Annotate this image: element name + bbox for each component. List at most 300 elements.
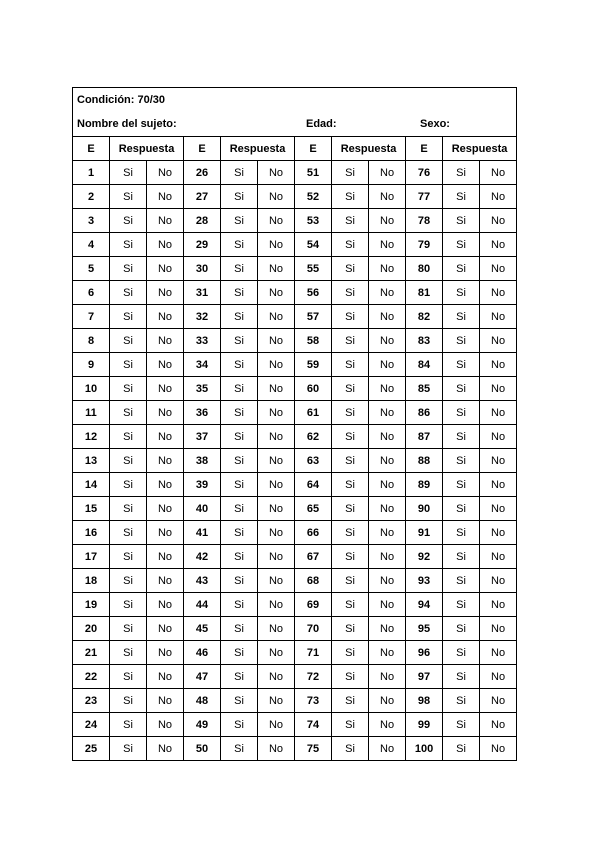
item-number: 66 <box>295 521 332 545</box>
answer-no-cell[interactable]: No <box>369 641 406 665</box>
answer-yes-cell[interactable]: Si <box>443 473 480 497</box>
answer-no-cell[interactable]: No <box>369 617 406 641</box>
answer-yes-cell[interactable]: Si <box>221 521 258 545</box>
answer-yes-cell[interactable]: Si <box>110 329 147 353</box>
answer-no-cell[interactable]: No <box>369 473 406 497</box>
answer-yes-cell[interactable]: Si <box>332 449 369 473</box>
table-row <box>73 401 517 425</box>
answer-no-cell[interactable]: No <box>480 377 517 401</box>
item-number: 23 <box>73 689 110 713</box>
item-number: 35 <box>184 377 221 401</box>
answer-yes-cell[interactable]: Si <box>443 449 480 473</box>
answer-no-cell[interactable]: No <box>480 305 517 329</box>
answer-yes-cell[interactable]: Si <box>332 641 369 665</box>
item-number: 2 <box>73 185 110 209</box>
answer-no-cell[interactable]: No <box>369 545 406 569</box>
answer-yes-cell[interactable]: Si <box>332 209 369 233</box>
answer-no-cell[interactable]: No <box>147 737 184 761</box>
item-number: 63 <box>295 449 332 473</box>
answer-yes-cell[interactable]: Si <box>443 257 480 281</box>
answer-yes-cell[interactable]: Si <box>110 377 147 401</box>
item-number: 40 <box>184 497 221 521</box>
answer-no-cell[interactable]: No <box>480 401 517 425</box>
answer-yes-cell[interactable]: Si <box>110 713 147 737</box>
answer-yes-cell[interactable]: Si <box>221 161 258 185</box>
answer-no-cell[interactable]: No <box>147 161 184 185</box>
item-number: 13 <box>73 449 110 473</box>
item-number: 80 <box>406 257 443 281</box>
answer-yes-cell[interactable]: Si <box>110 641 147 665</box>
answer-yes-cell[interactable]: Si <box>332 617 369 641</box>
answer-yes-cell[interactable]: Si <box>221 617 258 641</box>
answer-no-cell[interactable]: No <box>147 257 184 281</box>
answer-no-cell[interactable]: No <box>258 449 295 473</box>
item-number: 49 <box>184 713 221 737</box>
answer-yes-cell[interactable]: Si <box>221 737 258 761</box>
answer-no-cell[interactable]: No <box>369 713 406 737</box>
answer-yes-cell[interactable]: Si <box>332 281 369 305</box>
item-number: 77 <box>406 185 443 209</box>
answer-yes-cell[interactable]: Si <box>110 161 147 185</box>
answer-no-cell[interactable]: No <box>480 569 517 593</box>
item-number: 72 <box>295 665 332 689</box>
answer-no-cell[interactable]: No <box>147 545 184 569</box>
table-row <box>73 425 517 449</box>
answer-no-cell[interactable]: No <box>258 185 295 209</box>
answer-yes-cell[interactable]: Si <box>332 665 369 689</box>
answer-no-cell[interactable]: No <box>147 209 184 233</box>
answer-yes-cell[interactable]: Si <box>443 521 480 545</box>
answer-yes-cell[interactable]: Si <box>221 497 258 521</box>
answer-no-cell[interactable]: No <box>369 185 406 209</box>
answer-yes-cell[interactable]: Si <box>110 617 147 641</box>
answer-no-cell[interactable]: No <box>480 689 517 713</box>
item-number: 86 <box>406 401 443 425</box>
answer-no-cell[interactable]: No <box>480 641 517 665</box>
item-number: 24 <box>73 713 110 737</box>
item-number: 11 <box>73 401 110 425</box>
answer-yes-cell[interactable]: Si <box>332 161 369 185</box>
table-row <box>73 737 517 761</box>
answer-no-cell[interactable]: No <box>480 233 517 257</box>
answer-yes-cell[interactable]: Si <box>221 257 258 281</box>
item-number: 20 <box>73 617 110 641</box>
answer-yes-cell[interactable]: Si <box>221 233 258 257</box>
answer-yes-cell[interactable]: Si <box>332 329 369 353</box>
answer-yes-cell[interactable]: Si <box>110 425 147 449</box>
item-number: 78 <box>406 209 443 233</box>
answer-yes-cell[interactable]: Si <box>443 353 480 377</box>
item-number: 41 <box>184 521 221 545</box>
table-row <box>73 185 517 209</box>
item-number: 65 <box>295 497 332 521</box>
answer-no-cell[interactable]: No <box>147 521 184 545</box>
answer-yes-cell[interactable]: Si <box>221 713 258 737</box>
item-number: 98 <box>406 689 443 713</box>
answer-no-cell[interactable]: No <box>258 473 295 497</box>
item-number: 84 <box>406 353 443 377</box>
answer-no-cell[interactable]: No <box>258 641 295 665</box>
table-row <box>73 665 517 689</box>
item-number: 19 <box>73 593 110 617</box>
answer-yes-cell[interactable]: Si <box>443 569 480 593</box>
answer-yes-cell[interactable]: Si <box>332 473 369 497</box>
answer-yes-cell[interactable]: Si <box>443 545 480 569</box>
answer-no-cell[interactable]: No <box>369 665 406 689</box>
item-number: 99 <box>406 713 443 737</box>
response-header: Respuesta <box>332 137 406 161</box>
answer-no-cell[interactable]: No <box>480 617 517 641</box>
answer-no-cell[interactable]: No <box>147 281 184 305</box>
item-number: 32 <box>184 305 221 329</box>
item-number: 18 <box>73 569 110 593</box>
answer-no-cell[interactable]: No <box>258 545 295 569</box>
item-number: 46 <box>184 641 221 665</box>
answer-yes-cell[interactable]: Si <box>332 569 369 593</box>
answer-yes-cell[interactable]: Si <box>332 305 369 329</box>
answer-no-cell[interactable]: No <box>258 329 295 353</box>
condition-line <box>73 88 516 112</box>
answer-yes-cell[interactable]: Si <box>110 545 147 569</box>
answer-no-cell[interactable]: No <box>480 425 517 449</box>
response-sheet <box>72 87 517 761</box>
item-number: 69 <box>295 593 332 617</box>
answer-yes-cell[interactable]: Si <box>221 425 258 449</box>
item-number: 52 <box>295 185 332 209</box>
answer-yes-cell[interactable]: Si <box>110 401 147 425</box>
answer-no-cell[interactable]: No <box>147 449 184 473</box>
answer-yes-cell[interactable]: Si <box>443 425 480 449</box>
answer-no-cell[interactable]: No <box>258 353 295 377</box>
answer-yes-cell[interactable]: Si <box>110 689 147 713</box>
age-label: Edad: <box>306 118 337 130</box>
item-number: 16 <box>73 521 110 545</box>
item-number: 71 <box>295 641 332 665</box>
answer-no-cell[interactable]: No <box>480 473 517 497</box>
item-number: 56 <box>295 281 332 305</box>
answer-yes-cell[interactable]: Si <box>110 353 147 377</box>
condition-label: Condición: 70/30 <box>77 94 166 106</box>
item-number: 75 <box>295 737 332 761</box>
answer-yes-cell[interactable]: Si <box>443 305 480 329</box>
answer-no-cell[interactable]: No <box>258 281 295 305</box>
item-number: 76 <box>406 161 443 185</box>
item-number: 21 <box>73 641 110 665</box>
answer-no-cell[interactable]: No <box>369 425 406 449</box>
item-number: 3 <box>73 209 110 233</box>
answer-no-cell[interactable]: No <box>258 737 295 761</box>
answer-no-cell[interactable]: No <box>147 569 184 593</box>
item-number: 17 <box>73 545 110 569</box>
answer-yes-cell[interactable]: Si <box>221 377 258 401</box>
answer-no-cell[interactable]: No <box>369 257 406 281</box>
answer-yes-cell[interactable]: Si <box>110 497 147 521</box>
answer-no-cell[interactable]: No <box>147 329 184 353</box>
answer-yes-cell[interactable]: Si <box>332 401 369 425</box>
table-row <box>73 617 517 641</box>
table-row <box>73 713 517 737</box>
item-number: 83 <box>406 329 443 353</box>
answer-no-cell[interactable]: No <box>480 281 517 305</box>
answer-no-cell[interactable]: No <box>147 497 184 521</box>
answer-no-cell[interactable]: No <box>258 665 295 689</box>
answer-no-cell[interactable]: No <box>369 737 406 761</box>
answer-no-cell[interactable]: No <box>147 617 184 641</box>
answer-no-cell[interactable]: No <box>258 209 295 233</box>
answer-yes-cell[interactable]: Si <box>221 329 258 353</box>
item-number: 6 <box>73 281 110 305</box>
item-number: 33 <box>184 329 221 353</box>
answer-yes-cell[interactable]: Si <box>332 353 369 377</box>
answer-no-cell[interactable]: No <box>480 449 517 473</box>
answer-no-cell[interactable]: No <box>147 593 184 617</box>
answer-yes-cell[interactable]: Si <box>443 233 480 257</box>
answer-no-cell[interactable]: No <box>480 521 517 545</box>
answer-no-cell[interactable]: No <box>369 497 406 521</box>
item-number: 37 <box>184 425 221 449</box>
answer-yes-cell[interactable]: Si <box>443 665 480 689</box>
answer-no-cell[interactable]: No <box>480 353 517 377</box>
answer-no-cell[interactable]: No <box>258 161 295 185</box>
answer-no-cell[interactable]: No <box>258 233 295 257</box>
answer-no-cell[interactable]: No <box>369 281 406 305</box>
answer-yes-cell[interactable]: Si <box>443 161 480 185</box>
response-header: Respuesta <box>110 137 184 161</box>
answer-no-cell[interactable]: No <box>480 665 517 689</box>
answer-yes-cell[interactable]: Si <box>332 593 369 617</box>
answer-yes-cell[interactable]: Si <box>332 497 369 521</box>
item-number: 91 <box>406 521 443 545</box>
answer-no-cell[interactable]: No <box>369 401 406 425</box>
answer-no-cell[interactable]: No <box>147 185 184 209</box>
answer-no-cell[interactable]: No <box>480 713 517 737</box>
item-number: 30 <box>184 257 221 281</box>
answer-no-cell[interactable]: No <box>480 737 517 761</box>
item-number: 14 <box>73 473 110 497</box>
item-number: 34 <box>184 353 221 377</box>
item-header: E <box>184 137 221 161</box>
item-number: 44 <box>184 593 221 617</box>
answer-yes-cell[interactable]: Si <box>332 425 369 449</box>
answer-yes-cell[interactable]: Si <box>110 281 147 305</box>
answer-no-cell[interactable]: No <box>147 233 184 257</box>
answer-yes-cell[interactable]: Si <box>443 593 480 617</box>
answer-yes-cell[interactable]: Si <box>443 377 480 401</box>
answer-yes-cell[interactable]: Si <box>443 329 480 353</box>
answer-no-cell[interactable]: No <box>258 713 295 737</box>
answer-yes-cell[interactable]: Si <box>110 569 147 593</box>
item-number: 5 <box>73 257 110 281</box>
answer-no-cell[interactable]: No <box>147 713 184 737</box>
answer-no-cell[interactable]: No <box>480 545 517 569</box>
answer-yes-cell[interactable]: Si <box>221 641 258 665</box>
answer-yes-cell[interactable]: Si <box>110 593 147 617</box>
answer-no-cell[interactable]: No <box>258 377 295 401</box>
response-header: Respuesta <box>443 137 517 161</box>
item-number: 22 <box>73 665 110 689</box>
answer-yes-cell[interactable]: Si <box>332 689 369 713</box>
answer-yes-cell[interactable]: Si <box>110 233 147 257</box>
answer-no-cell[interactable]: No <box>258 521 295 545</box>
answer-yes-cell[interactable]: Si <box>443 281 480 305</box>
answer-yes-cell[interactable]: Si <box>110 305 147 329</box>
answer-yes-cell[interactable]: Si <box>332 521 369 545</box>
answer-no-cell[interactable]: No <box>480 209 517 233</box>
answer-yes-cell[interactable]: Si <box>110 449 147 473</box>
item-number: 10 <box>73 377 110 401</box>
answer-yes-cell[interactable]: Si <box>443 713 480 737</box>
answer-yes-cell[interactable]: Si <box>443 689 480 713</box>
table-row <box>73 353 517 377</box>
answer-no-cell[interactable]: No <box>258 425 295 449</box>
answer-yes-cell[interactable]: Si <box>443 737 480 761</box>
item-header: E <box>73 137 110 161</box>
table-row <box>73 233 517 257</box>
answer-no-cell[interactable]: No <box>147 665 184 689</box>
answer-no-cell[interactable]: No <box>369 569 406 593</box>
answer-yes-cell[interactable]: Si <box>110 737 147 761</box>
item-number: 62 <box>295 425 332 449</box>
table-row <box>73 593 517 617</box>
table-row <box>73 161 517 185</box>
answer-no-cell[interactable]: No <box>258 689 295 713</box>
answer-yes-cell[interactable]: Si <box>221 185 258 209</box>
answer-no-cell[interactable]: No <box>480 257 517 281</box>
item-number: 29 <box>184 233 221 257</box>
answer-no-cell[interactable]: No <box>258 305 295 329</box>
answer-yes-cell[interactable]: Si <box>221 593 258 617</box>
item-header: E <box>406 137 443 161</box>
answer-no-cell[interactable]: No <box>147 425 184 449</box>
answer-no-cell[interactable]: No <box>480 497 517 521</box>
table-row <box>73 641 517 665</box>
answer-yes-cell[interactable]: Si <box>332 713 369 737</box>
item-number: 4 <box>73 233 110 257</box>
answer-no-cell[interactable]: No <box>258 569 295 593</box>
answer-no-cell[interactable]: No <box>258 617 295 641</box>
answer-no-cell[interactable]: No <box>258 401 295 425</box>
answer-no-cell[interactable]: No <box>147 353 184 377</box>
item-number: 1 <box>73 161 110 185</box>
answer-no-cell[interactable]: No <box>147 689 184 713</box>
answer-no-cell[interactable]: No <box>147 641 184 665</box>
answer-no-cell[interactable]: No <box>369 689 406 713</box>
answer-no-cell[interactable]: No <box>147 473 184 497</box>
item-number: 79 <box>406 233 443 257</box>
answer-no-cell[interactable]: No <box>369 353 406 377</box>
answer-no-cell[interactable]: No <box>480 593 517 617</box>
item-number: 28 <box>184 209 221 233</box>
item-number: 7 <box>73 305 110 329</box>
answer-yes-cell[interactable]: Si <box>110 257 147 281</box>
item-number: 87 <box>406 425 443 449</box>
item-number: 26 <box>184 161 221 185</box>
item-number: 82 <box>406 305 443 329</box>
answer-yes-cell[interactable]: Si <box>332 737 369 761</box>
item-number: 59 <box>295 353 332 377</box>
answer-yes-cell[interactable]: Si <box>221 401 258 425</box>
answer-no-cell[interactable]: No <box>369 521 406 545</box>
answer-yes-cell[interactable]: Si <box>221 545 258 569</box>
table-row <box>73 521 517 545</box>
answer-yes-cell[interactable]: Si <box>332 545 369 569</box>
table-row <box>73 449 517 473</box>
item-number: 42 <box>184 545 221 569</box>
answer-yes-cell[interactable]: Si <box>221 281 258 305</box>
table-row <box>73 329 517 353</box>
answer-yes-cell[interactable]: Si <box>221 569 258 593</box>
answer-no-cell[interactable]: No <box>147 377 184 401</box>
answer-yes-cell[interactable]: Si <box>443 497 480 521</box>
subject-name-label: Nombre del sujeto: <box>77 118 177 130</box>
answer-yes-cell[interactable]: Si <box>221 305 258 329</box>
answer-no-cell[interactable]: No <box>480 161 517 185</box>
answer-yes-cell[interactable]: Si <box>332 233 369 257</box>
answer-no-cell[interactable]: No <box>480 185 517 209</box>
answer-no-cell[interactable]: No <box>480 329 517 353</box>
answer-yes-cell[interactable]: Si <box>221 353 258 377</box>
item-number: 73 <box>295 689 332 713</box>
answer-yes-cell[interactable]: Si <box>221 449 258 473</box>
answer-yes-cell[interactable]: Si <box>443 209 480 233</box>
item-number: 54 <box>295 233 332 257</box>
answer-yes-cell[interactable]: Si <box>221 689 258 713</box>
answer-yes-cell[interactable]: Si <box>443 641 480 665</box>
item-number: 47 <box>184 665 221 689</box>
answer-no-cell[interactable]: No <box>369 233 406 257</box>
answer-yes-cell[interactable]: Si <box>110 185 147 209</box>
answer-no-cell[interactable]: No <box>369 161 406 185</box>
answer-no-cell[interactable]: No <box>369 593 406 617</box>
item-number: 97 <box>406 665 443 689</box>
sex-label: Sexo: <box>420 118 450 130</box>
answer-yes-cell[interactable]: Si <box>110 473 147 497</box>
answer-yes-cell[interactable]: Si <box>332 257 369 281</box>
answer-yes-cell[interactable]: Si <box>221 209 258 233</box>
item-number: 94 <box>406 593 443 617</box>
answer-yes-cell[interactable]: Si <box>332 377 369 401</box>
item-number: 25 <box>73 737 110 761</box>
answer-no-cell[interactable]: No <box>258 497 295 521</box>
answer-yes-cell[interactable]: Si <box>332 185 369 209</box>
answer-no-cell[interactable]: No <box>147 305 184 329</box>
answer-no-cell[interactable]: No <box>369 305 406 329</box>
answer-no-cell[interactable]: No <box>258 593 295 617</box>
answer-yes-cell[interactable]: Si <box>221 665 258 689</box>
answer-no-cell[interactable]: No <box>258 257 295 281</box>
item-number: 48 <box>184 689 221 713</box>
item-number: 50 <box>184 737 221 761</box>
answer-yes-cell[interactable]: Si <box>443 185 480 209</box>
answer-yes-cell[interactable]: Si <box>443 617 480 641</box>
table-row <box>73 689 517 713</box>
answer-yes-cell[interactable]: Si <box>110 209 147 233</box>
item-number: 57 <box>295 305 332 329</box>
table-row <box>73 473 517 497</box>
answer-no-cell[interactable]: No <box>369 449 406 473</box>
answer-no-cell[interactable]: No <box>369 329 406 353</box>
answer-no-cell[interactable]: No <box>147 401 184 425</box>
answer-yes-cell[interactable]: Si <box>110 521 147 545</box>
item-number: 8 <box>73 329 110 353</box>
answer-yes-cell[interactable]: Si <box>110 665 147 689</box>
answer-no-cell[interactable]: No <box>369 209 406 233</box>
answer-yes-cell[interactable]: Si <box>221 473 258 497</box>
answer-yes-cell[interactable]: Si <box>443 401 480 425</box>
item-header: E <box>295 137 332 161</box>
answer-no-cell[interactable]: No <box>369 377 406 401</box>
item-number: 68 <box>295 569 332 593</box>
